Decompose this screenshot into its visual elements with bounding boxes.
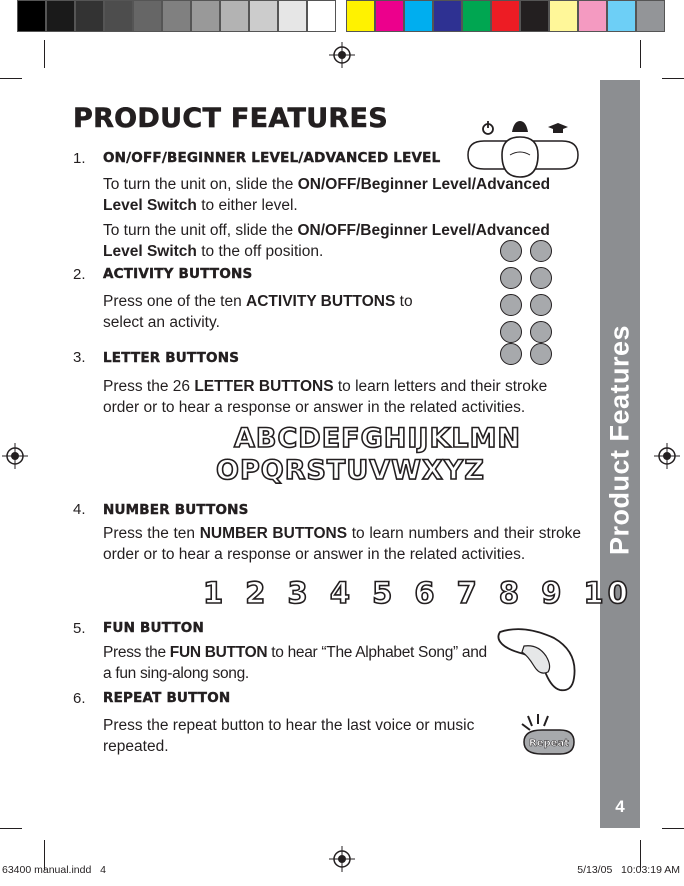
letters-row-o-z: OPQRSTUVWXYZ — [216, 455, 485, 486]
section-heading-activity: ACTIVITY BUTTONS — [103, 266, 253, 282]
activity-button-icon — [530, 240, 552, 262]
color-swatch — [307, 0, 336, 32]
repeat-button-text: Press the repeat button to hear the last voice or music repeated. — [103, 717, 475, 755]
color-swatch — [636, 0, 665, 32]
side-tab-title: Product Features — [604, 324, 635, 556]
activity-button-icon — [530, 321, 552, 343]
color-swatch — [607, 0, 636, 32]
color-swatch — [162, 0, 191, 32]
activity-button-icon — [530, 294, 552, 316]
on-off-turn-on-text: To turn the unit on, slide the ON/OFF/Beginner Level/Advanced Level Switch to either level. — [103, 176, 551, 214]
activity-button-icon — [530, 343, 552, 365]
crop-mark — [662, 828, 684, 829]
section-number: 2. — [73, 266, 86, 283]
registration-mark-icon — [654, 443, 680, 469]
section-number: 3. — [73, 349, 86, 366]
color-swatch — [278, 0, 307, 32]
letters-row-a-n: ABCDEFGHIJKLMN — [234, 423, 522, 454]
activity-button-icon — [530, 267, 552, 289]
section-heading-on-off: ON/OFF/BEGINNER LEVEL/ADVANCED LEVEL — [103, 150, 441, 166]
activity-button-icon — [500, 343, 522, 365]
color-swatch — [549, 0, 578, 32]
page-title: PRODUCT FEATURES — [73, 103, 389, 134]
color-swatch — [520, 0, 549, 32]
numbers-row: 1 2 3 4 5 6 7 8 9 10 — [203, 576, 632, 610]
section-heading-repeat: REPEAT BUTTON — [103, 690, 231, 706]
section-number: 4. — [73, 501, 86, 518]
color-swatch — [46, 0, 75, 32]
activity-buttons-illustration — [498, 238, 558, 368]
registration-mark-icon — [329, 42, 355, 68]
color-swatch — [133, 0, 162, 32]
color-swatch — [104, 0, 133, 32]
crop-mark — [0, 828, 22, 829]
crop-mark — [662, 78, 684, 79]
timestamp-slug: 5/13/05 10:03:19 AM — [577, 864, 680, 876]
registration-mark-icon — [329, 846, 355, 872]
section-heading-letter: LETTER BUTTONS — [103, 350, 240, 366]
activity-button-icon — [500, 240, 522, 262]
page-number: 4 — [615, 797, 625, 816]
number-buttons-text: Press the ten NUMBER BUTTONS to learn numbers and their stroke order or to hear a response or answer in the related activities. — [103, 525, 581, 563]
color-swatch — [220, 0, 249, 32]
section-number: 5. — [73, 620, 86, 637]
color-swatch — [462, 0, 491, 32]
crop-mark — [640, 40, 641, 68]
section-number: 6. — [73, 690, 86, 707]
grayscale-color-bar — [17, 0, 336, 32]
repeat-button-icon — [518, 712, 578, 756]
registration-mark-icon — [2, 443, 28, 469]
color-swatch — [346, 0, 375, 32]
on-off-turn-off-text: To turn the unit off, slide the ON/OFF/Beginner Level/Advanced Level Switch to the off position. — [103, 222, 550, 260]
activity-button-icon — [500, 267, 522, 289]
repeat-icon-label: Repeat — [529, 738, 569, 749]
color-swatch — [249, 0, 278, 32]
color-swatch — [404, 0, 433, 32]
color-swatch — [17, 0, 46, 32]
activity-button-icon — [500, 321, 522, 343]
color-swatch — [191, 0, 220, 32]
color-swatch — [433, 0, 462, 32]
crop-mark — [44, 40, 45, 68]
crop-mark — [0, 78, 22, 79]
section-heading-number: NUMBER BUTTONS — [103, 502, 249, 518]
color-swatch — [578, 0, 607, 32]
section-number: 1. — [73, 150, 86, 167]
file-slug: 63400 manual.indd 4 — [2, 864, 106, 876]
activity-buttons-text: Press one of the ten ACTIVITY BUTTONS to select an activity. — [103, 293, 413, 331]
color-swatch — [75, 0, 104, 32]
fun-button-icon — [494, 622, 580, 696]
color-swatch — [491, 0, 520, 32]
section-heading-fun: FUN BUTTON — [103, 620, 204, 636]
activity-button-icon — [500, 294, 522, 316]
process-color-bar — [346, 0, 665, 32]
color-swatch — [375, 0, 404, 32]
letter-buttons-text: Press the 26 LETTER BUTTONS to learn letters and their stroke order or to hear a response or answer in the related activities. — [103, 378, 548, 416]
fun-button-text: Press the FUN BUTTON to hear “The Alphabet Song” and a fun sing-along song. — [103, 644, 487, 682]
